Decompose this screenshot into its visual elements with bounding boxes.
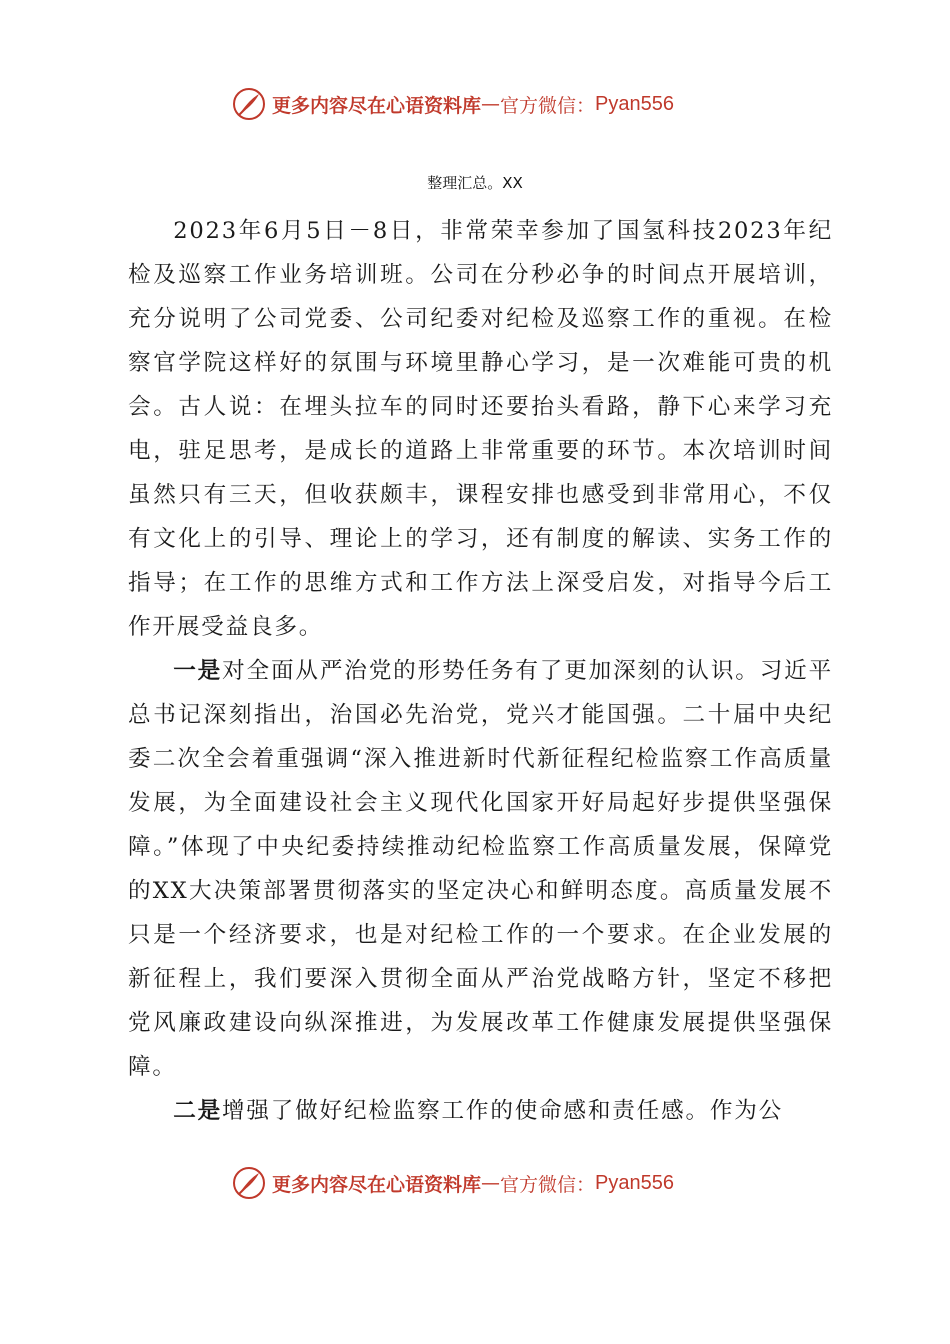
header-watermark-banner (232, 84, 674, 124)
feather-pen-logo-icon (232, 87, 266, 121)
watermark-wechat-label: 官方微信： (500, 1173, 596, 1196)
paragraph-lead: 一是 (173, 658, 223, 684)
footer-watermark-banner (232, 1163, 674, 1203)
document-subtitle: 整理汇总。XX (427, 174, 523, 192)
watermark-wechat-id: Pyan556 (595, 1171, 674, 1194)
watermark-separator: — (481, 1172, 501, 1194)
paragraph-lead: 二是 (173, 1098, 222, 1124)
paragraph-text: 对全面从严治党的形势任务有了更加深刻的认识。习近平总书记深刻指出，治国必先治党，党兴才能国强。二十届中央纪委二次全会着重强调“深入推进新时代新征程纪检监察工作高质量发展，为全面建设社会主义现代化国家开好局起好步提供坚强保障。”体现了中央纪委持续推动纪检监察工作高质量发展，保障党的XX大决策部署贯彻落实的坚定决心和鲜明态度。高质量发展不只是一个经济要求，也是对纪检工作的一个要求。在企业发展的新征程上，我们要深入贯彻全面从严治党战略方针，坚定不移把党风廉政建设向纵深推进，为发展改革工作健康发展提供坚强保障。 (128, 658, 834, 1080)
feather-pen-logo-icon (232, 1166, 266, 1200)
watermark-wechat-label: 官方微信： (500, 94, 596, 117)
watermark-separator: — (481, 93, 501, 115)
paragraph-text: 增强了做好纪检监察工作的使命感和责任感。作为公 (221, 1098, 784, 1124)
document-body (128, 209, 833, 1133)
watermark-wechat-id: Pyan556 (595, 92, 674, 115)
watermark-brand-text: 更多内容尽在心语资料库 (272, 94, 482, 117)
paragraph-point-one (128, 649, 833, 1089)
paragraph-point-two (128, 1089, 833, 1133)
paragraph-intro (128, 209, 833, 649)
paragraph-text: 2023年6月5日－8日，非常荣幸参加了国氢科技2023年纪检及巡察工作业务培训班。公司在分秒必争的时间点开展培训，充分说明了公司党委、公司纪委对纪检及巡察工作的重视。在检察官学院这样好的氛围与环境里静心学习，是一次难能可贵的机会。古人说：在埋头拉车的同时还要抬头看路，静下心来学习充电，驻足思考，是成长的道路上非常重要的环节。本次培训时间虽然只有三天，但收获颇丰，课程安排也感受到非常用心，不仅有文化上的引导、理论上的学习，还有制度的解读、实务工作的指导；在工作的思维方式和工作方法上深受启发，对指导今后工作开展受益良多。 (128, 218, 833, 640)
watermark-brand-text: 更多内容尽在心语资料库 (272, 1173, 482, 1196)
